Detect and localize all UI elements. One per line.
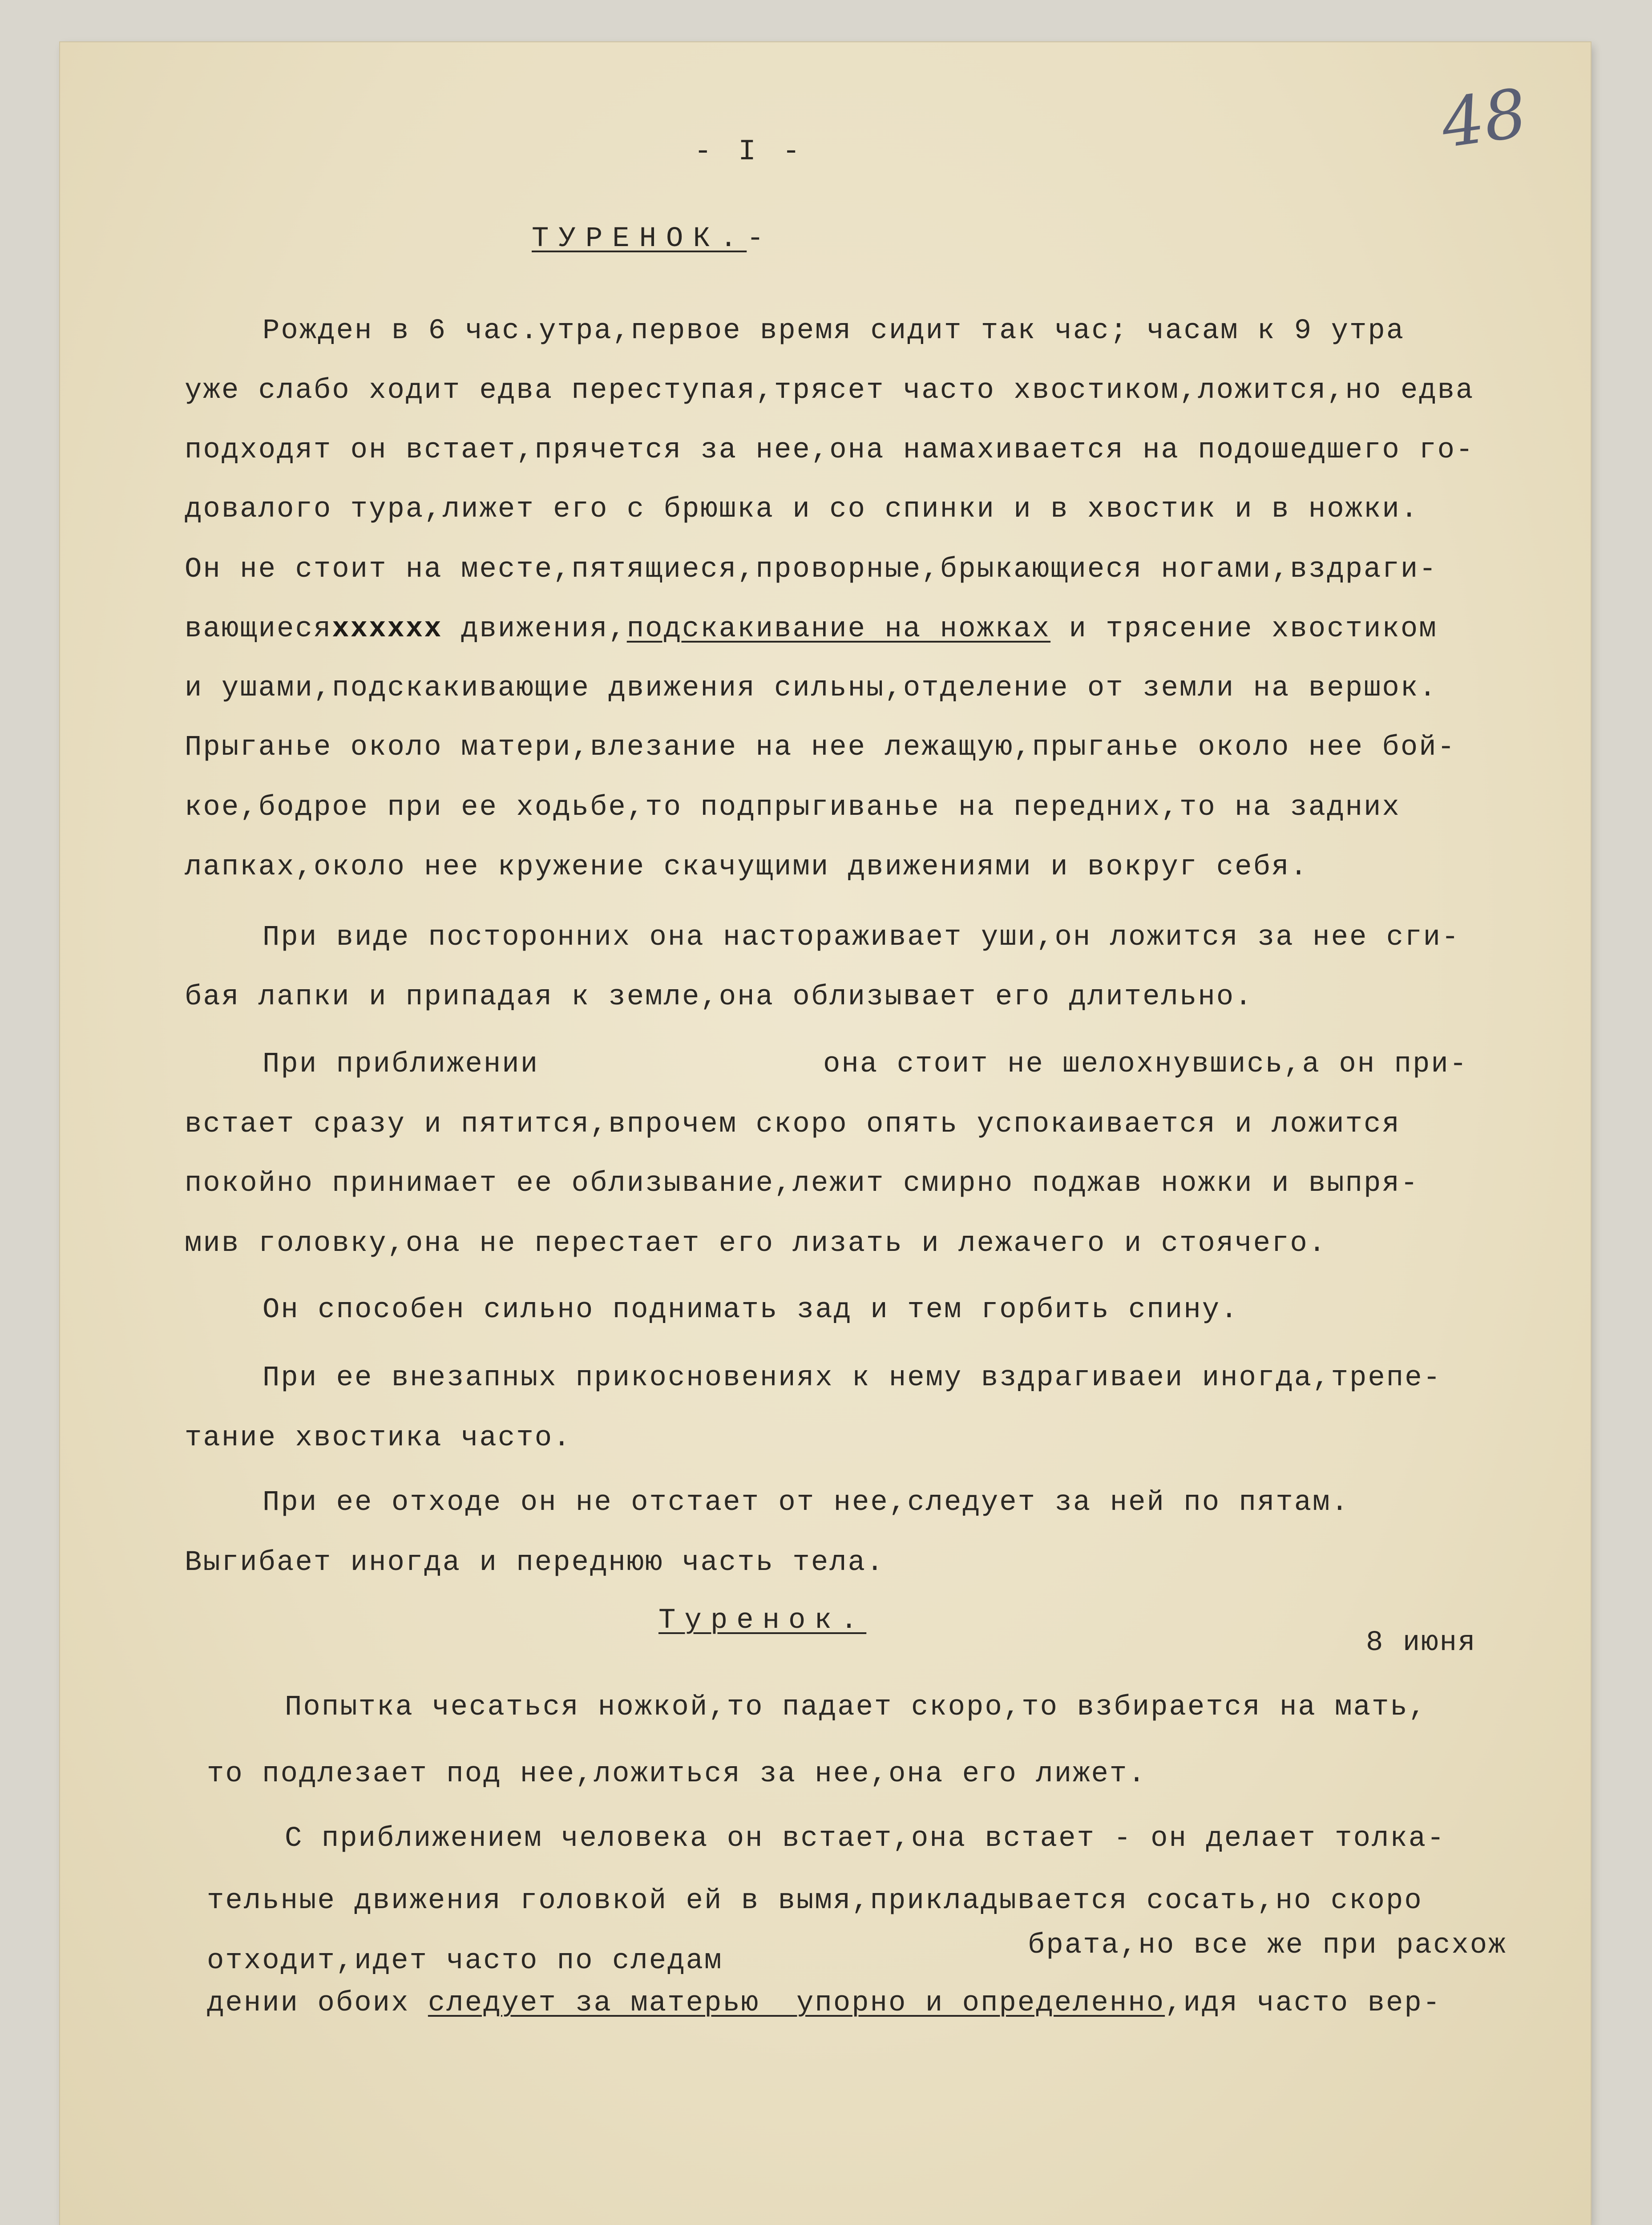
- text-line-15: покойно принимает ее облизывание,лежит смирно поджав ножки и выпря-: [185, 1168, 1419, 1200]
- text-line-9: кое,бодрое при ее ходьбе,то подпрыгиванье на передних,то на задних: [185, 792, 1401, 824]
- text-line-14: встает сразу и пятится,впрочем скоро опять успокаивается и ложится: [185, 1108, 1401, 1141]
- last-line-start: дении обоих: [207, 1987, 410, 2019]
- title-suffix: -: [747, 223, 765, 255]
- text-line-7: и ушами,подскакивающие движения сильны,отделение от земли на вершок.: [185, 672, 1438, 704]
- text-line-10: лапках,около нее кружение скачущими движениями и вокруг себя.: [185, 851, 1309, 883]
- text-line-19: тание хвостика часто.: [185, 1422, 572, 1454]
- last-line-end: ,идя часто вер-: [1165, 1987, 1442, 2019]
- line6-middle: движения,: [461, 613, 627, 645]
- text-line-27: [207, 1989, 1441, 2018]
- text-line-8: Прыганье около матери,влезание на нее лежащую,прыганье около нее бой-: [185, 732, 1456, 764]
- text-line-22: Попытка чесаться ножкой,то падает скоро,то взбирается на мать,: [285, 1691, 1427, 1723]
- text-line-26b: брата,но все же при расхож: [1028, 1930, 1507, 1962]
- text-line-21: Выгибает иногда и переднюю часть тела.: [185, 1547, 885, 1579]
- title-text: ТУРЕНОК.: [532, 223, 747, 255]
- text-line-5: Он не стоит на месте,пятящиеся,проворные,брыкающиеся ногами,вздраги-: [185, 554, 1438, 586]
- text-line-1: Рожден в 6 час.утра,первое время сидит так час; часам к 9 утра: [263, 315, 1405, 347]
- text-line-2: уже слабо ходит едва переступая,трясет часто хвостиком,ложится,но едва: [185, 375, 1474, 407]
- title: [532, 225, 765, 253]
- struck-out-text: xxxxxx: [332, 613, 443, 645]
- line6-start: вающиеся: [185, 613, 332, 645]
- text-line-23: то подлезает под нее,ложиться за нее,она его лижет.: [207, 1758, 1147, 1790]
- archive-folio-number: 48: [1436, 74, 1532, 163]
- text-line-26a: отходит,идет часто по следам: [207, 1945, 723, 1977]
- line6-rest: и трясение хвостиком: [1069, 613, 1438, 645]
- underlined-phrase: подскакивание на ножках: [626, 613, 1051, 645]
- text-line-18: При ее внезапных прикосновениях к нему вздрагиваеи иногда,трепе-: [263, 1362, 1442, 1394]
- text-line-17: Он способен сильно поднимать зад и тем горбить спину.: [263, 1294, 1239, 1326]
- text-line-11: При виде посторонних она настораживает уши,он ложится за нее сги-: [263, 922, 1460, 954]
- text-line-13b: она стоит не шелохнувшись,а он при-: [823, 1048, 1468, 1080]
- text-line-24: С приближением человека он встает,она встает - он делает толка-: [285, 1823, 1446, 1855]
- entry-date: 8 июня: [1366, 1627, 1477, 1659]
- text-line-4: довалого тура,лижет его с брюшка и со спинки и в хвостик и в ножки.: [185, 494, 1419, 526]
- text-line-6: [185, 615, 1438, 643]
- subtitle: Туренок.: [658, 1605, 867, 1637]
- text-line-12: бая лапки и припадая к земле,она облизывает его длительно.: [185, 981, 1253, 1013]
- text-line-20: При ее отходе он не отстает от нее,следует за ней по пятам.: [263, 1487, 1349, 1519]
- text-line-3: подходят он встает,прячется за нее,она намахивается на подошедшего го-: [185, 434, 1474, 466]
- page-number: - I -: [694, 135, 805, 168]
- text-line-16: мив головку,она не перестает его лизать и лежачего и стоячего.: [185, 1228, 1327, 1260]
- text-line-25: тельные движения головкой ей в вымя,прикладывается сосать,но скоро: [207, 1885, 1423, 1917]
- last-line-underlined: следует за матерью упорно и определенно: [428, 1987, 1165, 2019]
- text-line-13a: При приближении: [263, 1048, 539, 1080]
